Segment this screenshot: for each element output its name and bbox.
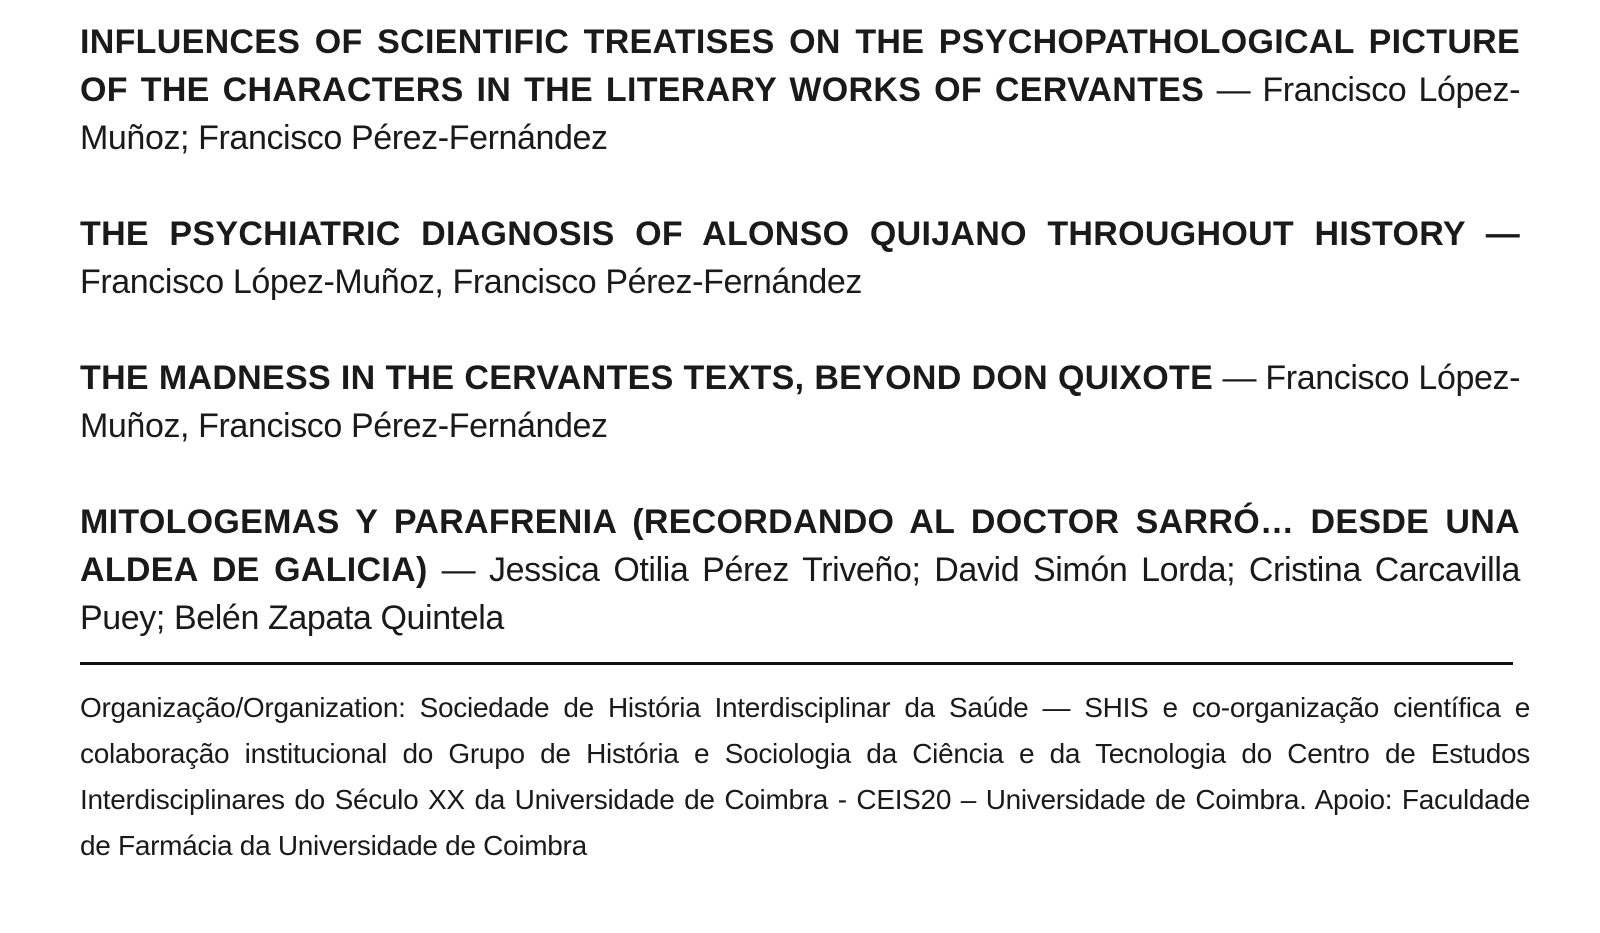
entry-title: THE MADNESS IN THE CERVANTES TEXTS, BEYOND DON QUIXOTE bbox=[80, 359, 1214, 397]
entry-3 bbox=[80, 354, 1520, 450]
entry-authors: — Francisco López-Muñoz; Francisco Pérez-Fernández bbox=[80, 71, 1521, 157]
entry-title: INFLUENCES OF SCIENTIFIC TREATISES ON THE PSYCHOPATHOLOGICAL PICTURE OF THE CHARACTERS IN THE LITERARY WORKS OF CERVANTES bbox=[80, 23, 1520, 109]
entry-authors: Francisco López-Muñoz, Francisco Pérez-Fernández bbox=[80, 263, 863, 301]
entry-authors: — Francisco López-Muñoz, Francisco Pérez-Fernández bbox=[80, 359, 1520, 445]
entries-list bbox=[80, 18, 1520, 642]
horizontal-divider bbox=[80, 662, 1513, 665]
entry-title: THE PSYCHIATRIC DIAGNOSIS OF ALONSO QUIJANO THROUGHOUT HISTORY — bbox=[80, 215, 1520, 253]
entry-2 bbox=[80, 210, 1520, 306]
organization-footer: Organização/Organization: Sociedade de História Interdisciplinar da Saúde — SHIS e co-organização científica e colaboração institucional do Grupo de História e Sociologia da Ciência e da Tecnologia do Centro de Estudos Interdisciplinares do Século XX da Universidade de Coimbra - CEIS20 – Universidade de Coimbra. Apoio: Faculdade de Farmácia da Universidade de Coimbra bbox=[80, 692, 1530, 861]
entry-authors: — Jessica Otilia Pérez Triveño; David Simón Lorda; Cristina Carcavilla Puey; Belén Zapata Quintela bbox=[80, 551, 1520, 637]
entry-4 bbox=[80, 498, 1520, 642]
entry-title: MITOLOGEMAS Y PARAFRENIA (RECORDANDO AL DOCTOR SARRÓ… DESDE UNA ALDEA DE GALICIA) bbox=[80, 503, 1520, 589]
entry-1 bbox=[80, 18, 1520, 162]
